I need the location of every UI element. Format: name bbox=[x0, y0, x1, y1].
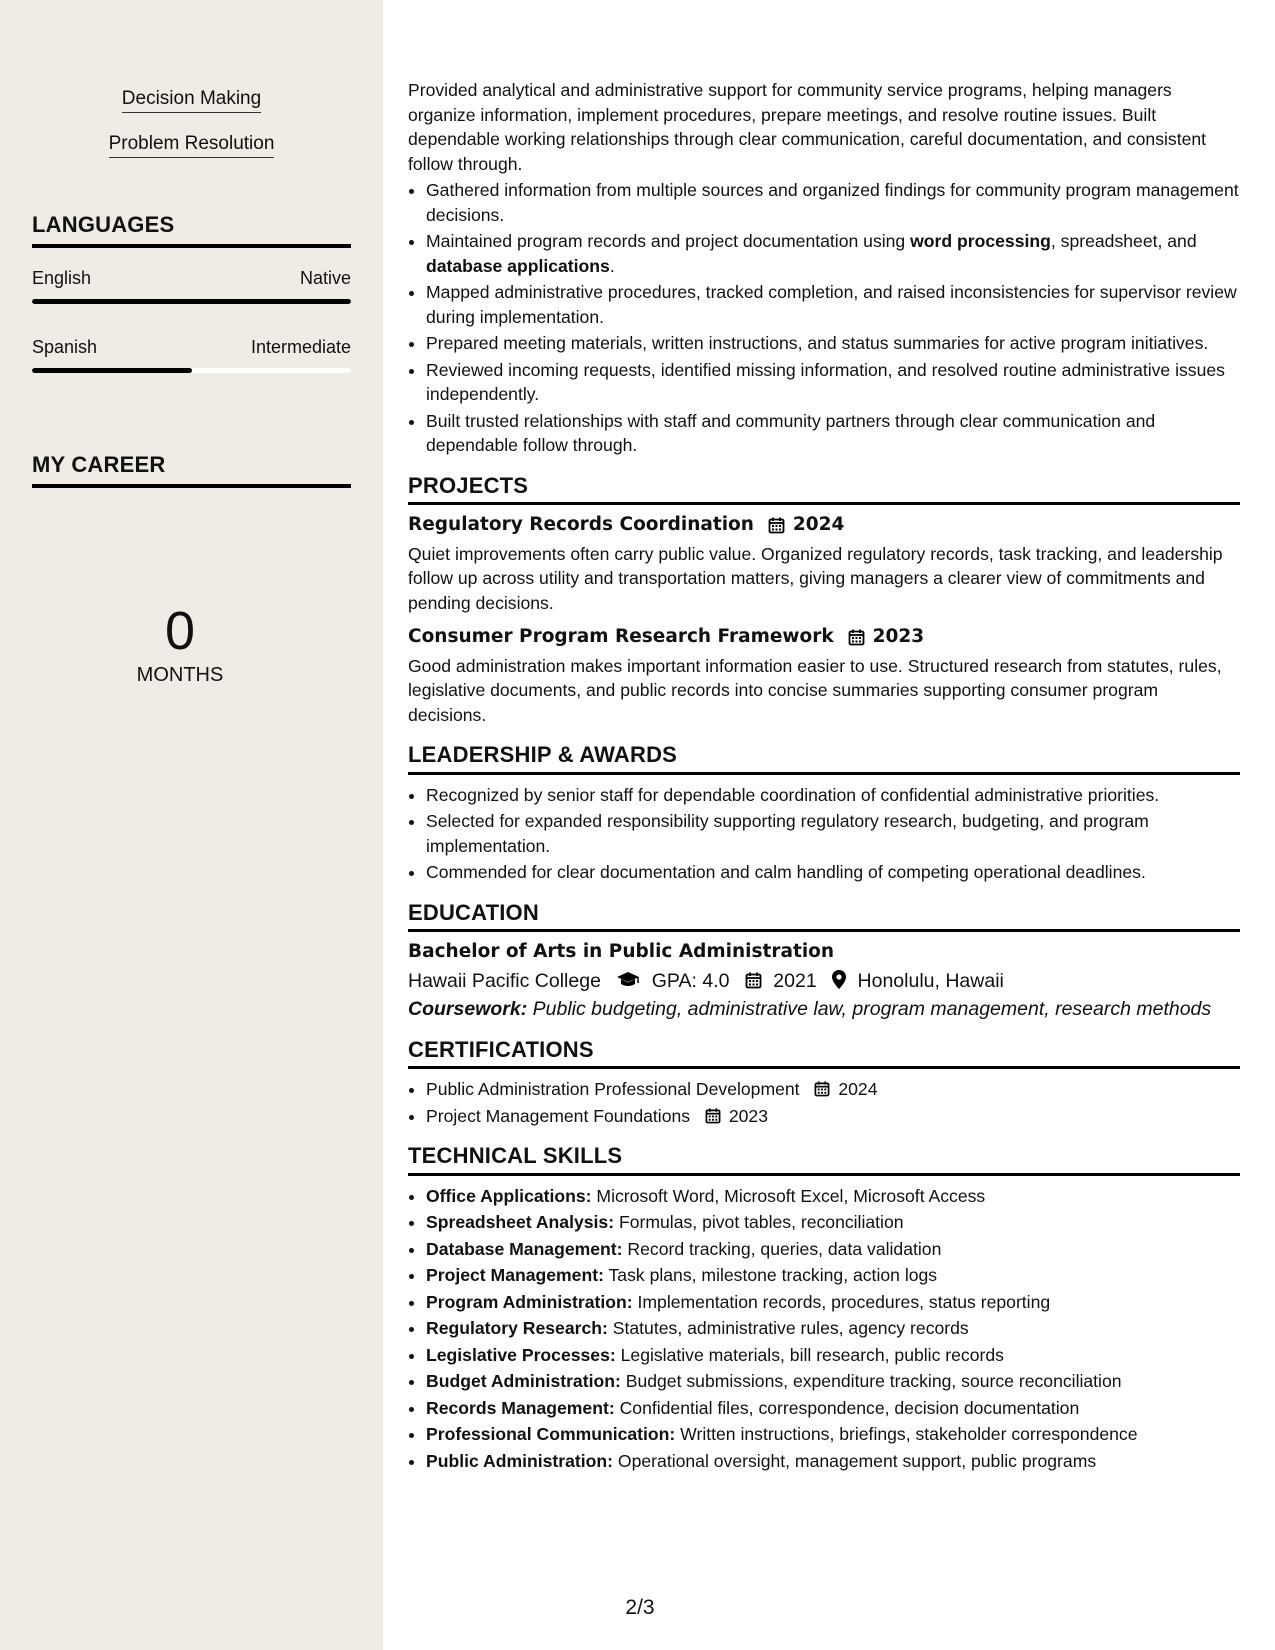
certification-name: Project Management Foundations bbox=[426, 1105, 691, 1126]
project-year: 2024 bbox=[792, 514, 845, 535]
technical-skills-list bbox=[408, 1184, 1240, 1474]
education-details bbox=[408, 969, 1240, 994]
technical-skills-heading: TECHNICAL SKILLS bbox=[408, 1144, 1240, 1176]
experience-summary: Provided analytical and administrative support for community service programs, helping managers organize information, implement procedures, prepare meetings, and resolve routine issues. Built dependable working relationships through clear communication, careful documentation, and consistent follow through. bbox=[408, 80, 1207, 174]
list-item: • Commended for clear documentation and calm handling of competing operational deadlines. bbox=[426, 860, 1240, 885]
project-title: Consumer Program Research Framework bbox=[408, 626, 834, 647]
project-year: 2023 bbox=[872, 626, 925, 647]
list-item: • Mapped administrative procedures, tracked completion, and raised inconsistencies for supervisor review during implementation. bbox=[426, 280, 1240, 329]
language-name: English bbox=[32, 268, 92, 288]
leadership-list bbox=[408, 783, 1240, 885]
calendar-icon bbox=[745, 972, 762, 989]
list-item: • Program Administration: Implementation records, procedures, status reporting bbox=[426, 1290, 1240, 1315]
gpa: GPA: 4.0 bbox=[651, 969, 730, 992]
list-item: • Records Management: Confidential files, correspondence, decision documentation bbox=[426, 1396, 1240, 1421]
project-title: Regulatory Records Coordination bbox=[408, 514, 754, 535]
calendar-icon bbox=[814, 1081, 830, 1097]
graduation-cap-icon bbox=[616, 971, 640, 989]
list-item bbox=[426, 1077, 1240, 1102]
list-item: • Recognized by senior staff for dependable coordination of confidential administrative priorities. bbox=[426, 783, 1240, 808]
graduation-year: 2021 bbox=[773, 969, 817, 992]
page-number: 2/3 bbox=[625, 1596, 655, 1619]
calendar-icon bbox=[768, 517, 785, 534]
skill-decision-making[interactable] bbox=[0, 88, 383, 113]
location-pin-icon bbox=[832, 970, 846, 989]
certifications-list bbox=[408, 1077, 1240, 1128]
experience-bullets bbox=[408, 178, 1240, 458]
language-level: Native bbox=[299, 268, 351, 288]
language-bar-fill bbox=[32, 368, 192, 373]
list-item: • Reviewed incoming requests, identified missing information, and resolved routine administrative issues independently. bbox=[426, 358, 1240, 407]
list-item: • Legislative Processes: Legislative materials, bill research, public records bbox=[426, 1343, 1240, 1368]
project-title-row bbox=[408, 513, 1240, 538]
career-value: 0 bbox=[164, 601, 196, 661]
language-level: Intermediate bbox=[250, 337, 351, 357]
languages-heading: LANGUAGES bbox=[32, 212, 351, 248]
certification-year: 2024 bbox=[838, 1079, 878, 1099]
coursework bbox=[408, 997, 1240, 1022]
language-row-spanish bbox=[32, 337, 351, 358]
education-heading: EDUCATION bbox=[408, 901, 1240, 933]
language-name: Spanish bbox=[32, 337, 98, 357]
list-item: • Budget Administration: Budget submissions, expenditure tracking, source reconciliation bbox=[426, 1369, 1240, 1394]
list-item: • Public Administration: Operational oversight, management support, public programs bbox=[426, 1449, 1240, 1474]
project-description: Quiet improvements often carry public value. Organized regulatory records, task tracking, and leadership follow up across utility and transportation matters, giving managers a clearer view of commitments and pending decisions. bbox=[408, 543, 1223, 613]
language-row-english bbox=[32, 268, 351, 289]
list-item: • Maintained program records and project documentation using word processing, spreadsheet, and database applications. bbox=[426, 229, 1240, 278]
coursework-value: Public budgeting, administrative law, program management, research methods bbox=[532, 998, 1212, 1020]
career-unit: MONTHS bbox=[136, 664, 224, 686]
list-item: • Regulatory Research: Statutes, administrative rules, agency records bbox=[426, 1316, 1240, 1341]
project-title-row bbox=[408, 625, 1240, 650]
language-bar-spanish bbox=[32, 368, 351, 373]
skill-problem-resolution[interactable] bbox=[0, 133, 383, 158]
projects-heading: PROJECTS bbox=[408, 474, 1240, 506]
skill-label: Decision Making bbox=[122, 88, 261, 113]
sidebar bbox=[0, 0, 383, 1650]
list-item: • Project Management: Task plans, milestone tracking, action logs bbox=[426, 1263, 1240, 1288]
list-item: • Selected for expanded responsibility supporting regulatory research, budgeting, and program implementation. bbox=[426, 809, 1240, 858]
skill-label: Problem Resolution bbox=[109, 133, 275, 158]
list-item bbox=[426, 1104, 1240, 1129]
calendar-icon bbox=[848, 629, 865, 646]
project-description: Good administration makes important information easier to use. Structured research from statutes, rules, legislative documents, and public records into concise summaries supporting consumer program decisions. bbox=[408, 655, 1222, 725]
list-item: • Gathered information from multiple sources and organized findings for community program management decisions. bbox=[426, 178, 1240, 227]
language-bar-fill bbox=[32, 299, 351, 304]
education-location: Honolulu, Hawaii bbox=[857, 969, 1004, 992]
list-item: • Office Applications: Microsoft Word, Microsoft Excel, Microsoft Access bbox=[426, 1184, 1240, 1209]
certifications-heading: CERTIFICATIONS bbox=[408, 1038, 1240, 1070]
certification-name: Public Administration Professional Development bbox=[426, 1079, 800, 1099]
list-item: • Prepared meeting materials, written instructions, and status summaries for active program initiatives. bbox=[426, 331, 1240, 356]
leadership-heading: LEADERSHIP & AWARDS bbox=[408, 743, 1240, 775]
list-item: • Professional Communication: Written instructions, briefings, stakeholder correspondence bbox=[426, 1422, 1240, 1447]
list-item: • Spreadsheet Analysis: Formulas, pivot tables, reconciliation bbox=[426, 1210, 1240, 1235]
degree-title: Bachelor of Arts in Public Administration bbox=[408, 941, 835, 962]
coursework-label: Coursework: bbox=[408, 998, 528, 1020]
language-bar-english bbox=[32, 299, 351, 304]
certification-year: 2023 bbox=[728, 1105, 768, 1126]
main-content bbox=[408, 78, 1240, 1475]
list-item: • Built trusted relationships with staff and community partners through clear communication and dependable follow through. bbox=[426, 409, 1240, 458]
school-name: Hawaii Pacific College bbox=[408, 969, 601, 992]
calendar-icon bbox=[705, 1108, 721, 1124]
career-heading: MY CAREER bbox=[32, 452, 351, 488]
list-item: • Database Management: Record tracking, queries, data validation bbox=[426, 1237, 1240, 1262]
